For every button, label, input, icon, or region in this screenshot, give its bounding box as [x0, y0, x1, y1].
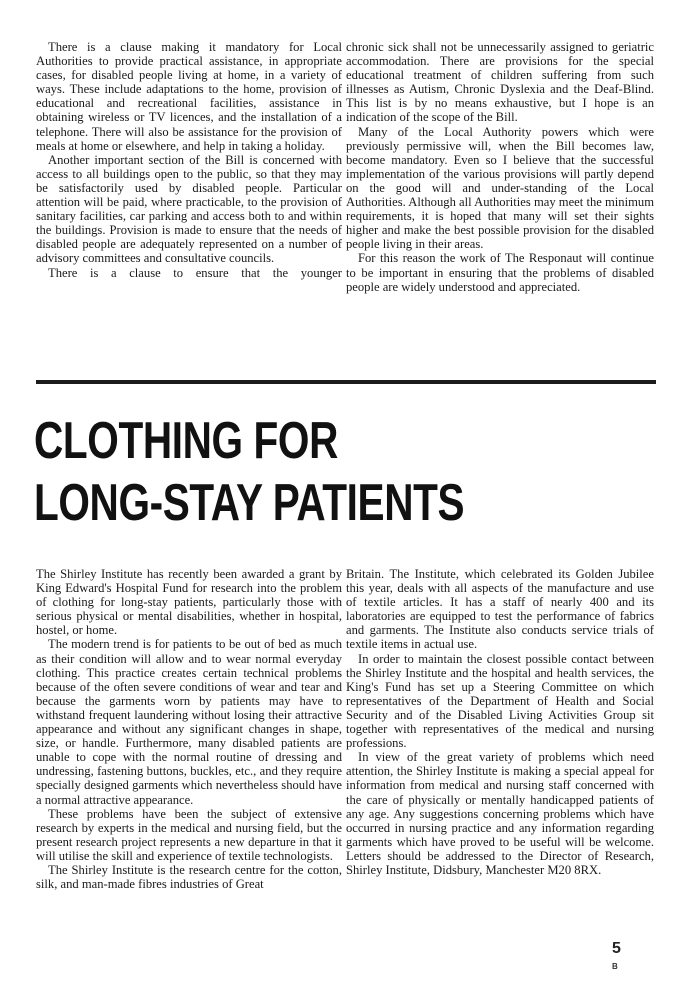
- article-right-column: [346, 567, 654, 877]
- section-divider-rule: [36, 380, 656, 384]
- previous-article-left-column: [36, 40, 342, 280]
- paragraph: The modern trend is for patients to be out of bed as much as their condition will allow and to wear normal everyday clothing. This practice creates certain technical problems because of the often severe conditions of wear and tear and because the garments worn by patients may have to withstand frequent laundering without losing their attractive appearance and without any significant changes in shape, size, or handle. Furthermore, many disabled patients are unable to cope with the normal routine of dressing and undressing, fastening buttons, buckles, etc., and they require specially designed garments which nevertheless should have a normal attractive appearance.: [36, 637, 342, 807]
- paragraph: The Shirley Institute has recently been awarded a grant by King Edward's Hospital Fund for research into the problem of clothing for long-stay patients, particularly those with serious physical or mental disabilities, whether in hospital, hostel, or home.: [36, 567, 342, 638]
- paragraph: There is a clause making it mandatory for Local Authorities to provide practical assistance, in appropriate cases, for disabled people living at home, in a variety of ways. These include adaptations to the home, provision of educational and recreational facilities, assistance in obtaining wireless or TV licences, and the installation of a telephone. There will also be assistance for the provision of meals at home or elsewhere, and help in taking a holiday.: [36, 40, 342, 153]
- paragraph: In order to maintain the closest possible contact between the Shirley Institute and the hospital and health services, the King's Fund has set up a Steering Committee on which representatives of the Department of Health and Social Security and of the Disabled Living Activities Group sit together with representatives of the medical and nursing professions.: [346, 651, 654, 751]
- paragraph: For this reason the work of The Responaut will continue to be important in ensuring that the problems of disabled people are widely understood and appreciated.: [346, 251, 654, 294]
- headline-line-1: CLOTHING FOR: [34, 412, 339, 470]
- article-headline: [34, 410, 464, 534]
- paragraph: In view of the great variety of problems which need attention, the Shirley Institute is making a special appeal for information from medical and nursing staff concerned with the care of physically or mentally handicapped patients of any age. Any suggestions concerning problems which have occurred in nursing practice and any information regarding garments which have proved to be useful will be welcome. Letters should be addressed to the Director of Research, Shirley Institute, Didsbury, Manchester M20 8RX.: [346, 750, 654, 877]
- signature-mark: B: [612, 962, 618, 971]
- paragraph: There is a clause to ensure that the younger: [48, 265, 342, 280]
- paragraph: Another important section of the Bill is concerned with access to all buildings open to the public, so that they may be satisfactorily used by disabled people. Particular attention will be paid, where practicable, to the provision of sanitary facilities, car parking and access both to and within the buildings. Provision is made to ensure that the needs of disabled people are adequately represented on a number of advisory committees and consultative councils.: [36, 152, 342, 266]
- paragraph: chronic sick shall not be unnecessarily assigned to geriatric accommodation. There are provisions for the special educational treatment of children suffering from such illnesses as Autism, Chronic Dyslexia and the Deaf-Blind. This list is by no means exhaustive, but I hope is an indication of the scope of the Bill.: [346, 40, 654, 125]
- page-number: 5: [612, 940, 621, 957]
- headline-line-2: LONG-STAY PATIENTS: [34, 474, 465, 532]
- paragraph: Many of the Local Authority powers which were previously permissive will, when the Bill becomes law, become mandatory. Even so I believe that the successful implementation of the various provisions will partly depend on the good will and under-standing of the Local Authorities. Although all Authorities may meet the minimum requirements, it is hoped that many will set their sights higher and make the best possible provision for the disabled people living in their areas.: [346, 124, 654, 252]
- paragraph: Britain. The Institute, which celebrated its Golden Jubilee this year, deals with all aspects of the manufacture and use of textile articles. It has a staff of nearly 400 and its laboratories are equipped to test the performance of fabrics and garments. The Institute also conducts service trials of textile items in actual use.: [346, 567, 654, 652]
- paragraph: The Shirley Institute is the research centre for the cotton, silk, and man-made fibres industries of Great: [36, 862, 342, 892]
- article-left-column: [36, 567, 342, 891]
- previous-article-right-column: [346, 40, 654, 294]
- paragraph: These problems have been the subject of extensive research by experts in the medical and nursing field, but the present research project represents a new departure in that it will utilise the skill and experience of textile technologists.: [36, 806, 342, 863]
